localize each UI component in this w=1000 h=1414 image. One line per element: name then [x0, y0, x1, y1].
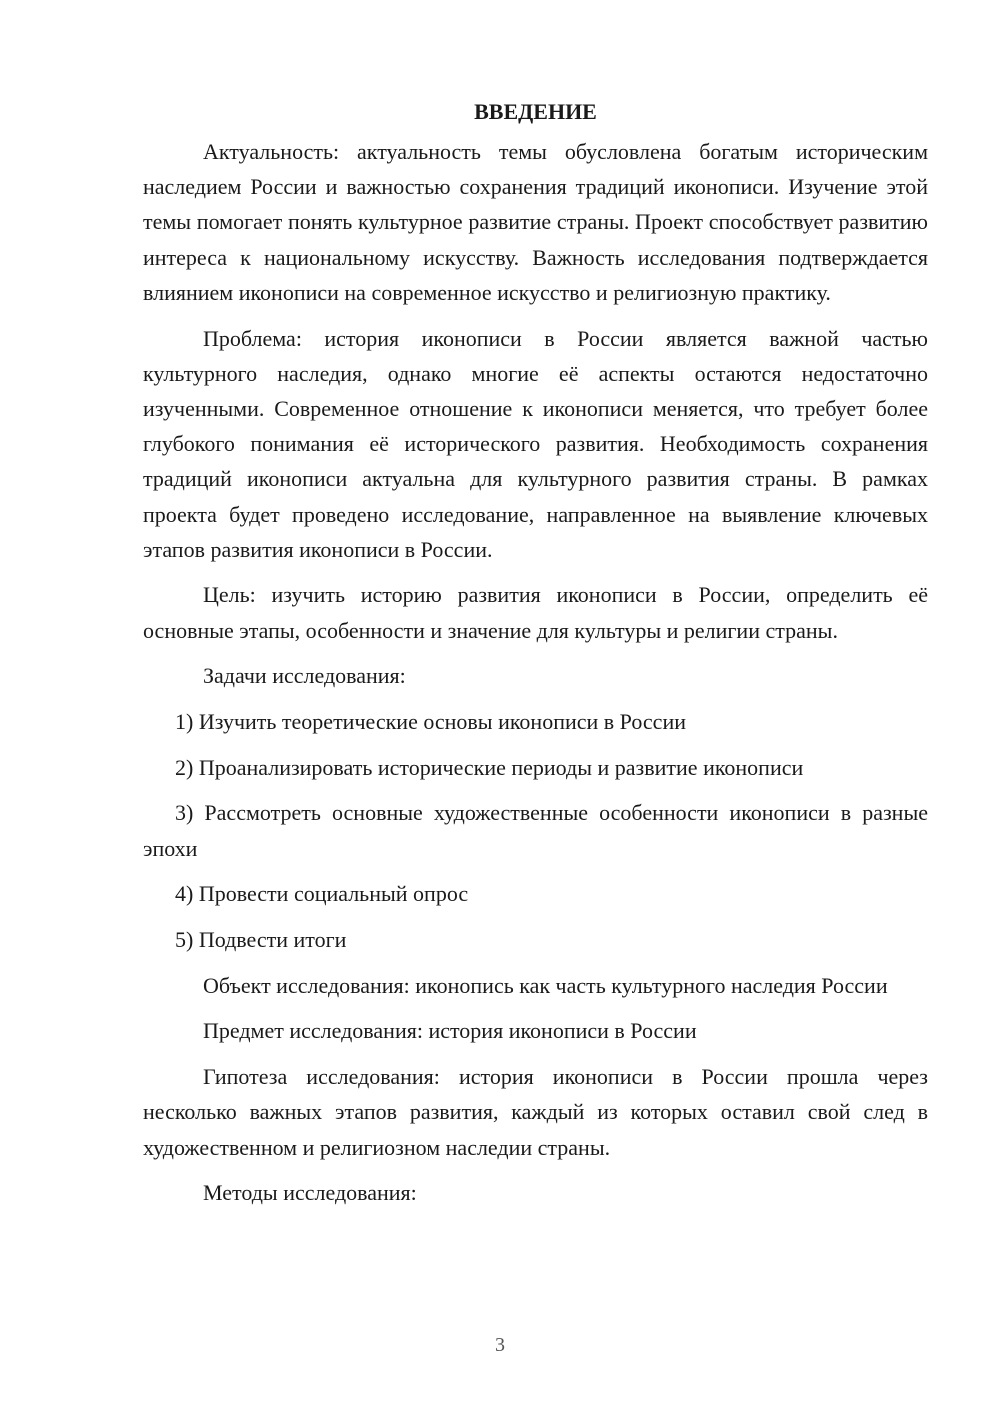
task-item-5: 5) Подвести итоги: [175, 927, 347, 953]
task-item-1: 1) Изучить теоретические основы иконописи в России: [175, 709, 686, 735]
document-page: [143, 92, 928, 1221]
tasks-heading: Задачи исследования:: [203, 663, 406, 689]
methods-heading: Методы исследования:: [203, 1180, 417, 1206]
relevance-paragraph: Актуальность: актуальность темы обусловлена богатым историческим наследием России и важностью сохранения традиций иконописи. Изучение этой темы помогает понять культурное развитие страны. Проект способствует развитию интереса к национальному искусству. Важность исследования подтверждается влиянием иконописи на современное искусство и религиозную практику.: [143, 139, 928, 305]
page-number: 3: [495, 1334, 505, 1356]
problem-paragraph: Проблема: история иконописи в России является важной частью культурного наследия, однако многие её аспекты остаются недостаточно изученными. Современное отношение к иконописи меняется, что требует более глубокого понимания её исторического развития. Необходимость сохранения традиций иконописи актуальна для культурного развития страны. В рамках проекта будет проведено исследование, направленное на выявление ключевых этапов развития иконописи в России.: [143, 325, 928, 562]
section-title: ВВЕДЕНИЕ: [474, 99, 597, 124]
task-item-4: 4) Провести социальный опрос: [175, 881, 469, 907]
goal-paragraph: Цель: изучить историю развития иконописи в России, определить её основные этапы, особенности и значение для культуры и религии страны.: [143, 582, 928, 643]
task-item-2: 2) Проанализировать исторические периоды и развитие иконописи: [175, 754, 804, 780]
object-paragraph: Объект исследования: иконопись как часть культурного наследия России: [203, 972, 888, 998]
subject-paragraph: Предмет исследования: история иконописи в России: [203, 1018, 697, 1044]
task-item-3: 3) Рассмотреть основные художественные особенности иконописи в разные эпохи: [143, 800, 928, 861]
hypothesis-paragraph: Гипотеза исследования: история иконописи в России прошла через несколько важных этапов развития, каждый из которых оставил свой след в художественном и религиозном наследии страны.: [143, 1064, 928, 1160]
